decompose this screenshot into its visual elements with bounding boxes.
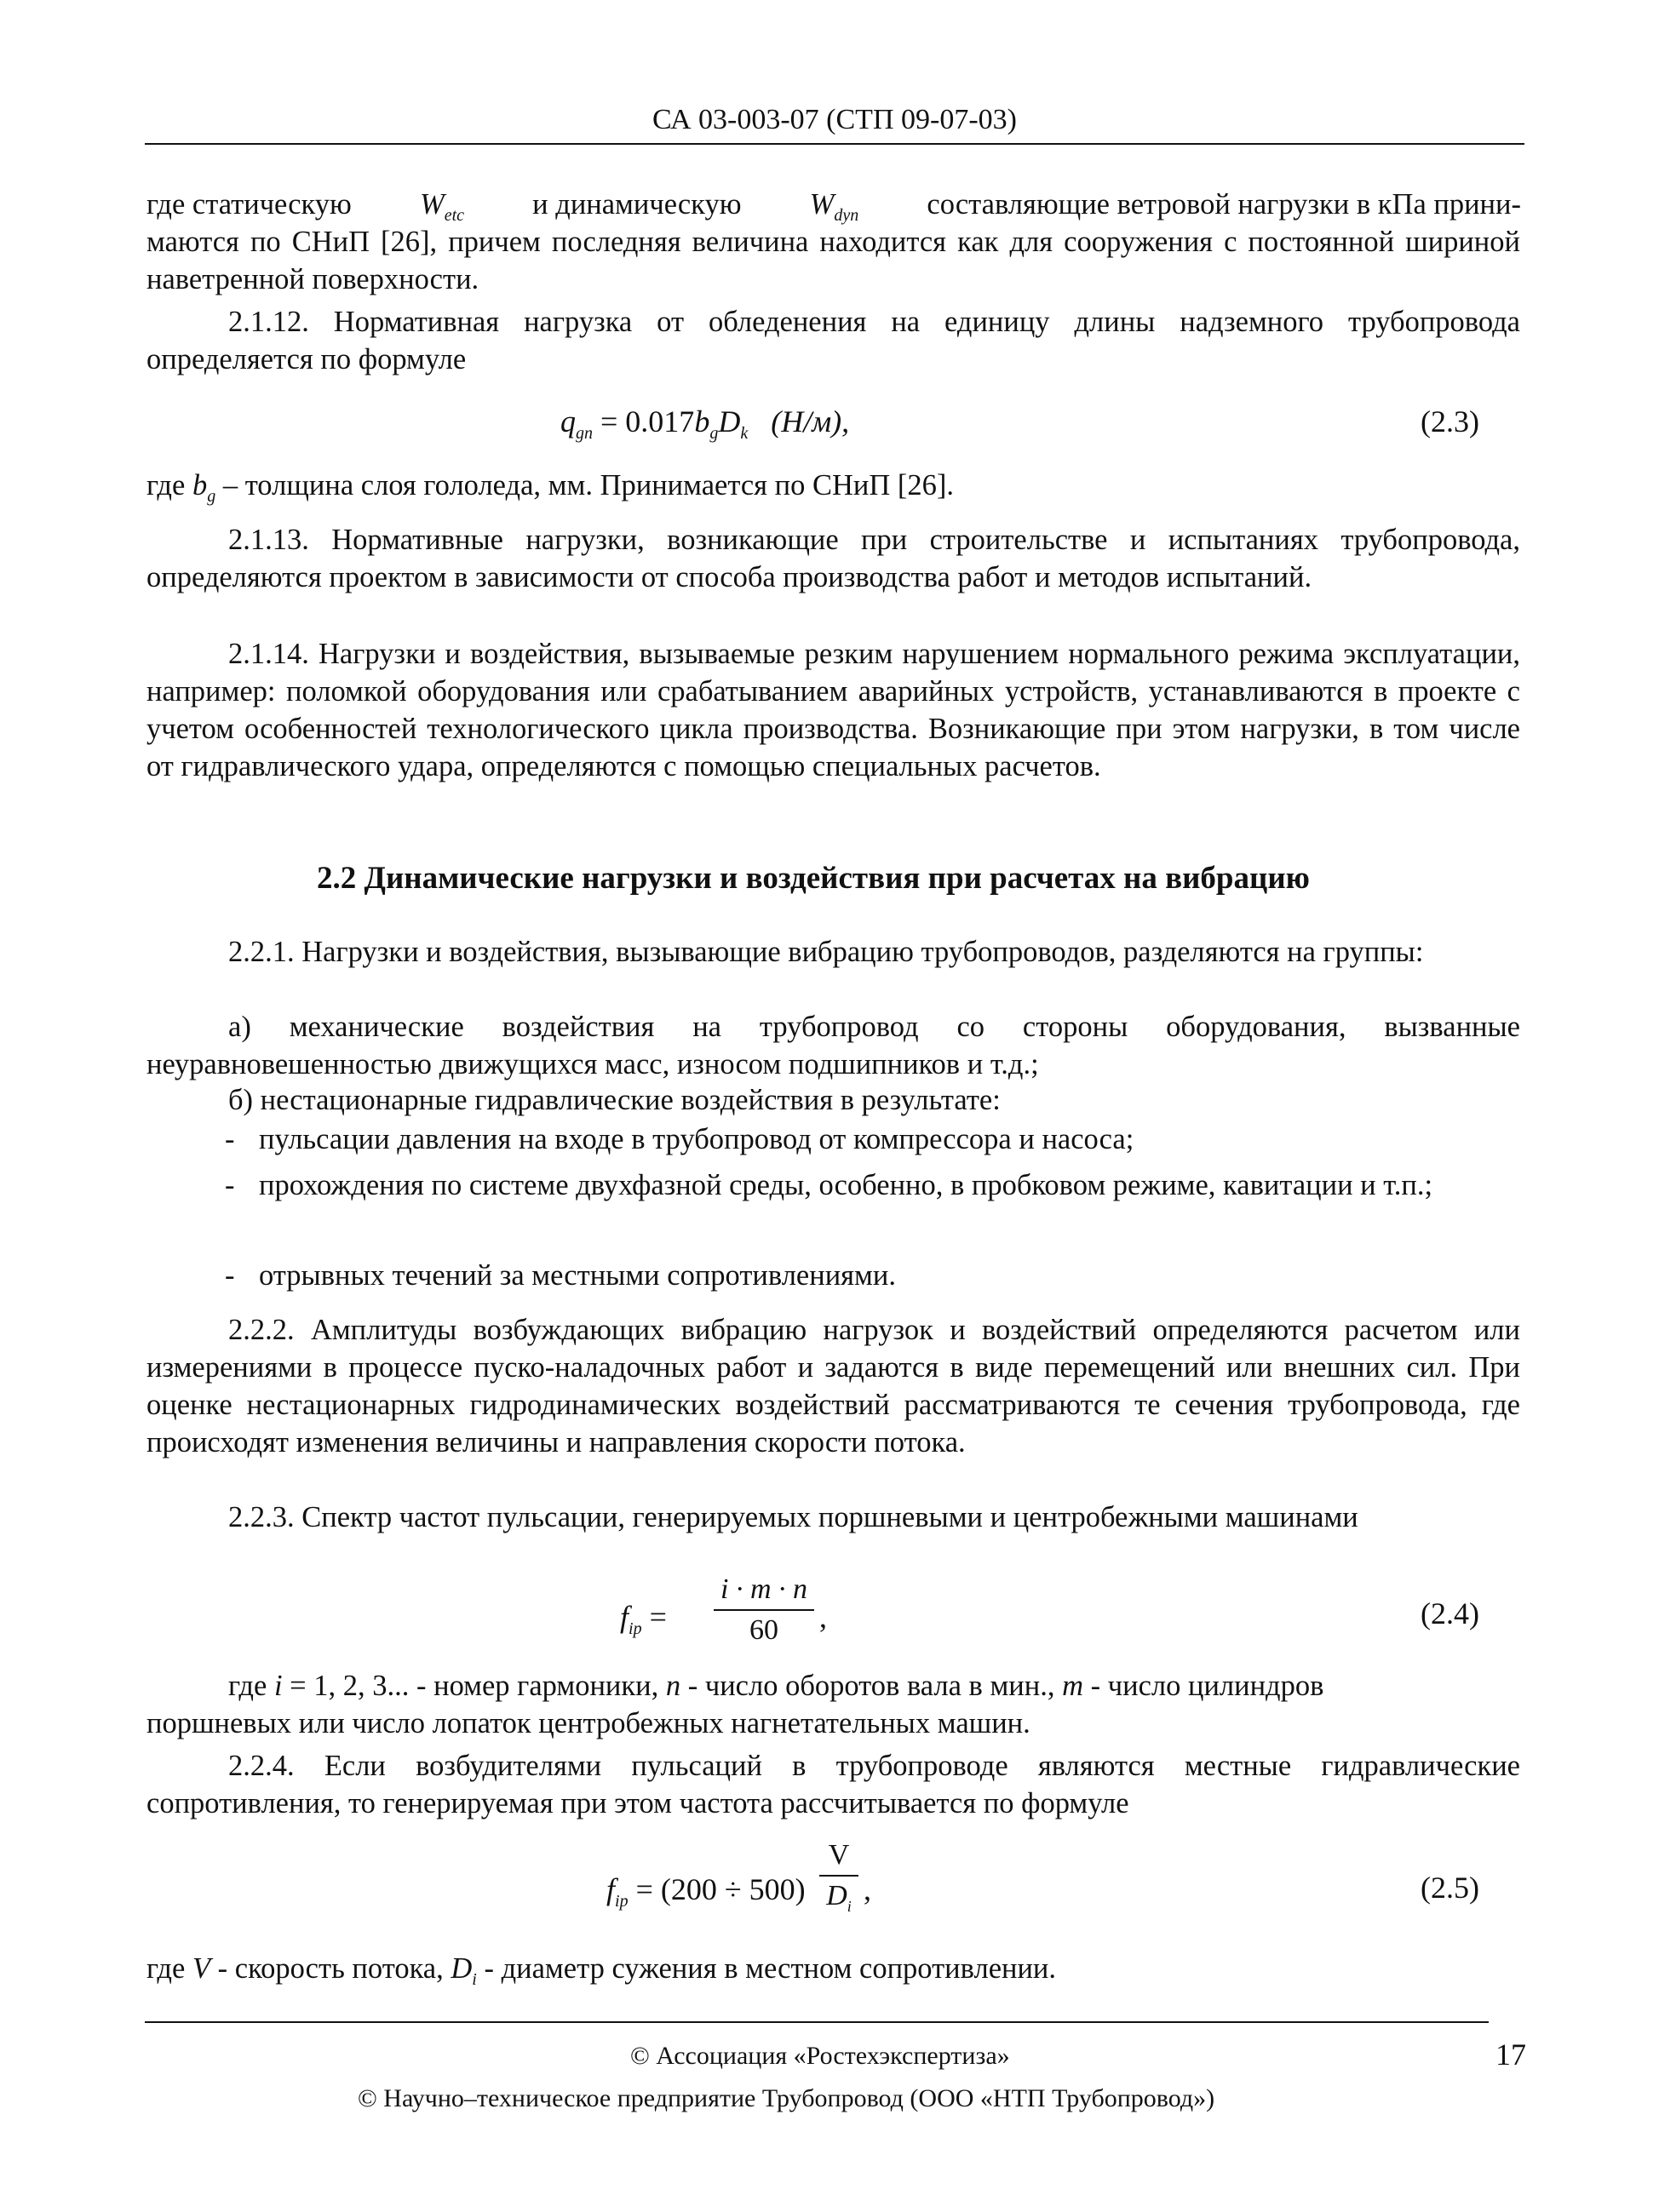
header-rule — [145, 143, 1524, 145]
equation-number-2-3: (2.3) — [1421, 404, 1479, 438]
formula-2-4-definition-line2: поршневых или число лопаток центробежных нагнетательных машин. — [146, 1707, 1030, 1739]
dash-marker: - — [225, 1123, 235, 1155]
formula-2-5-comma: , — [864, 1872, 871, 1906]
fraction-bar — [714, 1609, 814, 1611]
footer-enterprise: © Научно–техническое предприятие Трубопровод (ООО «НТП Трубопровод») — [358, 2084, 1215, 2112]
paragraph-2-1-13: 2.1.13. Нормативные нагрузки, возникающие при строительстве и испытаниях трубопровода, определяются проектом в зависимости от способа производства работ и методов испытаний. — [146, 524, 1520, 593]
w-etc-symbol: $W_{etc}$ — [419, 188, 465, 225]
page-header-title: СА 03-003-07 (СТП 09-07-03) — [652, 104, 1017, 135]
formula-2-4-comma: , — [819, 1600, 827, 1634]
paragraph-2-1-12: 2.1.12. Нормативная нагрузка от обледенения на единицу длины надземного трубопровода определяется по формуле — [146, 306, 1520, 375]
wind-text-b: и динамическую — [532, 188, 742, 221]
dash-list-item: - пульсации давления на входе в трубопровод от компрессора и насоса; — [259, 1120, 1521, 1158]
fraction-numerator: i · m · n — [720, 1573, 807, 1605]
list-item-a: а) механические воздействия на трубопровод со стороны оборудования, вызванные неуравновешенностью движущихся масс, износом подшипников и т.д.; — [146, 1011, 1520, 1080]
page-number: 17 — [1495, 2037, 1526, 2072]
list-item-b: б) нестационарные гидравлические воздействия в результате: — [228, 1084, 1001, 1116]
equation-number-2-4: (2.4) — [1421, 1596, 1479, 1630]
section-heading-2-2: 2.2 Динамические нагрузки и воздействия при расчетах на вибрацию — [317, 861, 1310, 896]
equation-number-2-5: (2.5) — [1421, 1871, 1479, 1905]
dash-marker: - — [225, 1169, 235, 1201]
formula-2-5: $f_{ip} = (200 \div 500)$ — [606, 1872, 806, 1911]
formula-2-3: $q_{gn} = 0.017b_gD_k$ (Н/м), — [560, 404, 850, 444]
footer-association: © Ассоциация «Ростехэкспертиза» — [630, 2042, 1010, 2070]
dash-marker: - — [225, 1259, 235, 1292]
footer-rule — [145, 2021, 1489, 2023]
dash-list-item: - отрывных течений за местными сопротивлениями. — [259, 1257, 1521, 1294]
wind-paragraph-rest: маются по СНиП [26], причем последняя величина находится как для сооружения с постоянной шириной наветренной поверхности. — [146, 226, 1520, 295]
fraction-2-5 — [819, 1839, 858, 1916]
fraction-2-4 — [714, 1573, 814, 1647]
w-dyn-symbol: $W_{dyn}$ — [809, 188, 859, 225]
fraction-denominator: 60 — [749, 1614, 778, 1646]
formula-2-5-definition: где V - скорость потока, $D_i$ - диаметр сужения в местном сопротивлении. — [146, 1952, 1057, 1989]
fraction-denominator: $D_i$ — [826, 1880, 852, 1915]
wind-text-a: где статическую — [146, 188, 352, 221]
wind-text-c: составляющие ветровой нагрузки в кПа прини- — [927, 188, 1521, 221]
formula-2-4: $f_{ip}$ = — [620, 1600, 667, 1639]
formula-2-4-definition: где i = 1, 2, 3... - номер гармоники, n - число оборотов вала в мин., m - число цилиндров — [228, 1670, 1324, 1702]
paragraph-2-2-1: 2.2.1. Нагрузки и воздействия, вызывающие вибрацию трубопроводов, разделяются на группы: — [228, 936, 1424, 968]
paragraph-2-2-3: 2.2.3. Спектр частот пульсации, генерируемых поршневыми и центробежными машинами — [228, 1501, 1358, 1533]
fraction-bar — [819, 1875, 858, 1877]
paragraph-2-1-14: 2.1.14. Нагрузки и воздействия, вызываемые резким нарушением нормального режима эксплуатации, например: поломкой оборудования или срабатыванием аварийных устройств, устанавливаются в проекте с учетом особенностей технологического цикла производства. Возникающие при этом нагрузки, в том числе от гидравлического удара, определяются с помощью специальных расчетов. — [146, 638, 1520, 782]
paragraph-2-2-4: 2.2.4. Если возбудителями пульсаций в трубопроводе являются местные гидравлические сопротивления, то генерируемая при этом частота рассчитывается по формуле — [146, 1750, 1520, 1819]
paragraph-2-2-2: 2.2.2. Амплитуды возбуждающих вибрацию нагрузок и воздействий определяются расчетом или измерениями в процессе пуско-наладочных работ и задаются в виде перемещений или внешних сил. При оценке нестационарных гидродинамических воздействий рассматриваются те сечения трубопровода, где происходят изменения величины и направления скорости потока. — [146, 1314, 1520, 1458]
dash-list-item: - прохождения по системе двухфазной среды, особенно, в пробковом режиме, кавитации и т.п.; — [259, 1166, 1521, 1204]
fraction-numerator: V — [828, 1839, 850, 1871]
bg-definition: где $b_g$ – толщина слоя гололеда, мм. Принимается по СНиП [26]. — [146, 469, 955, 506]
